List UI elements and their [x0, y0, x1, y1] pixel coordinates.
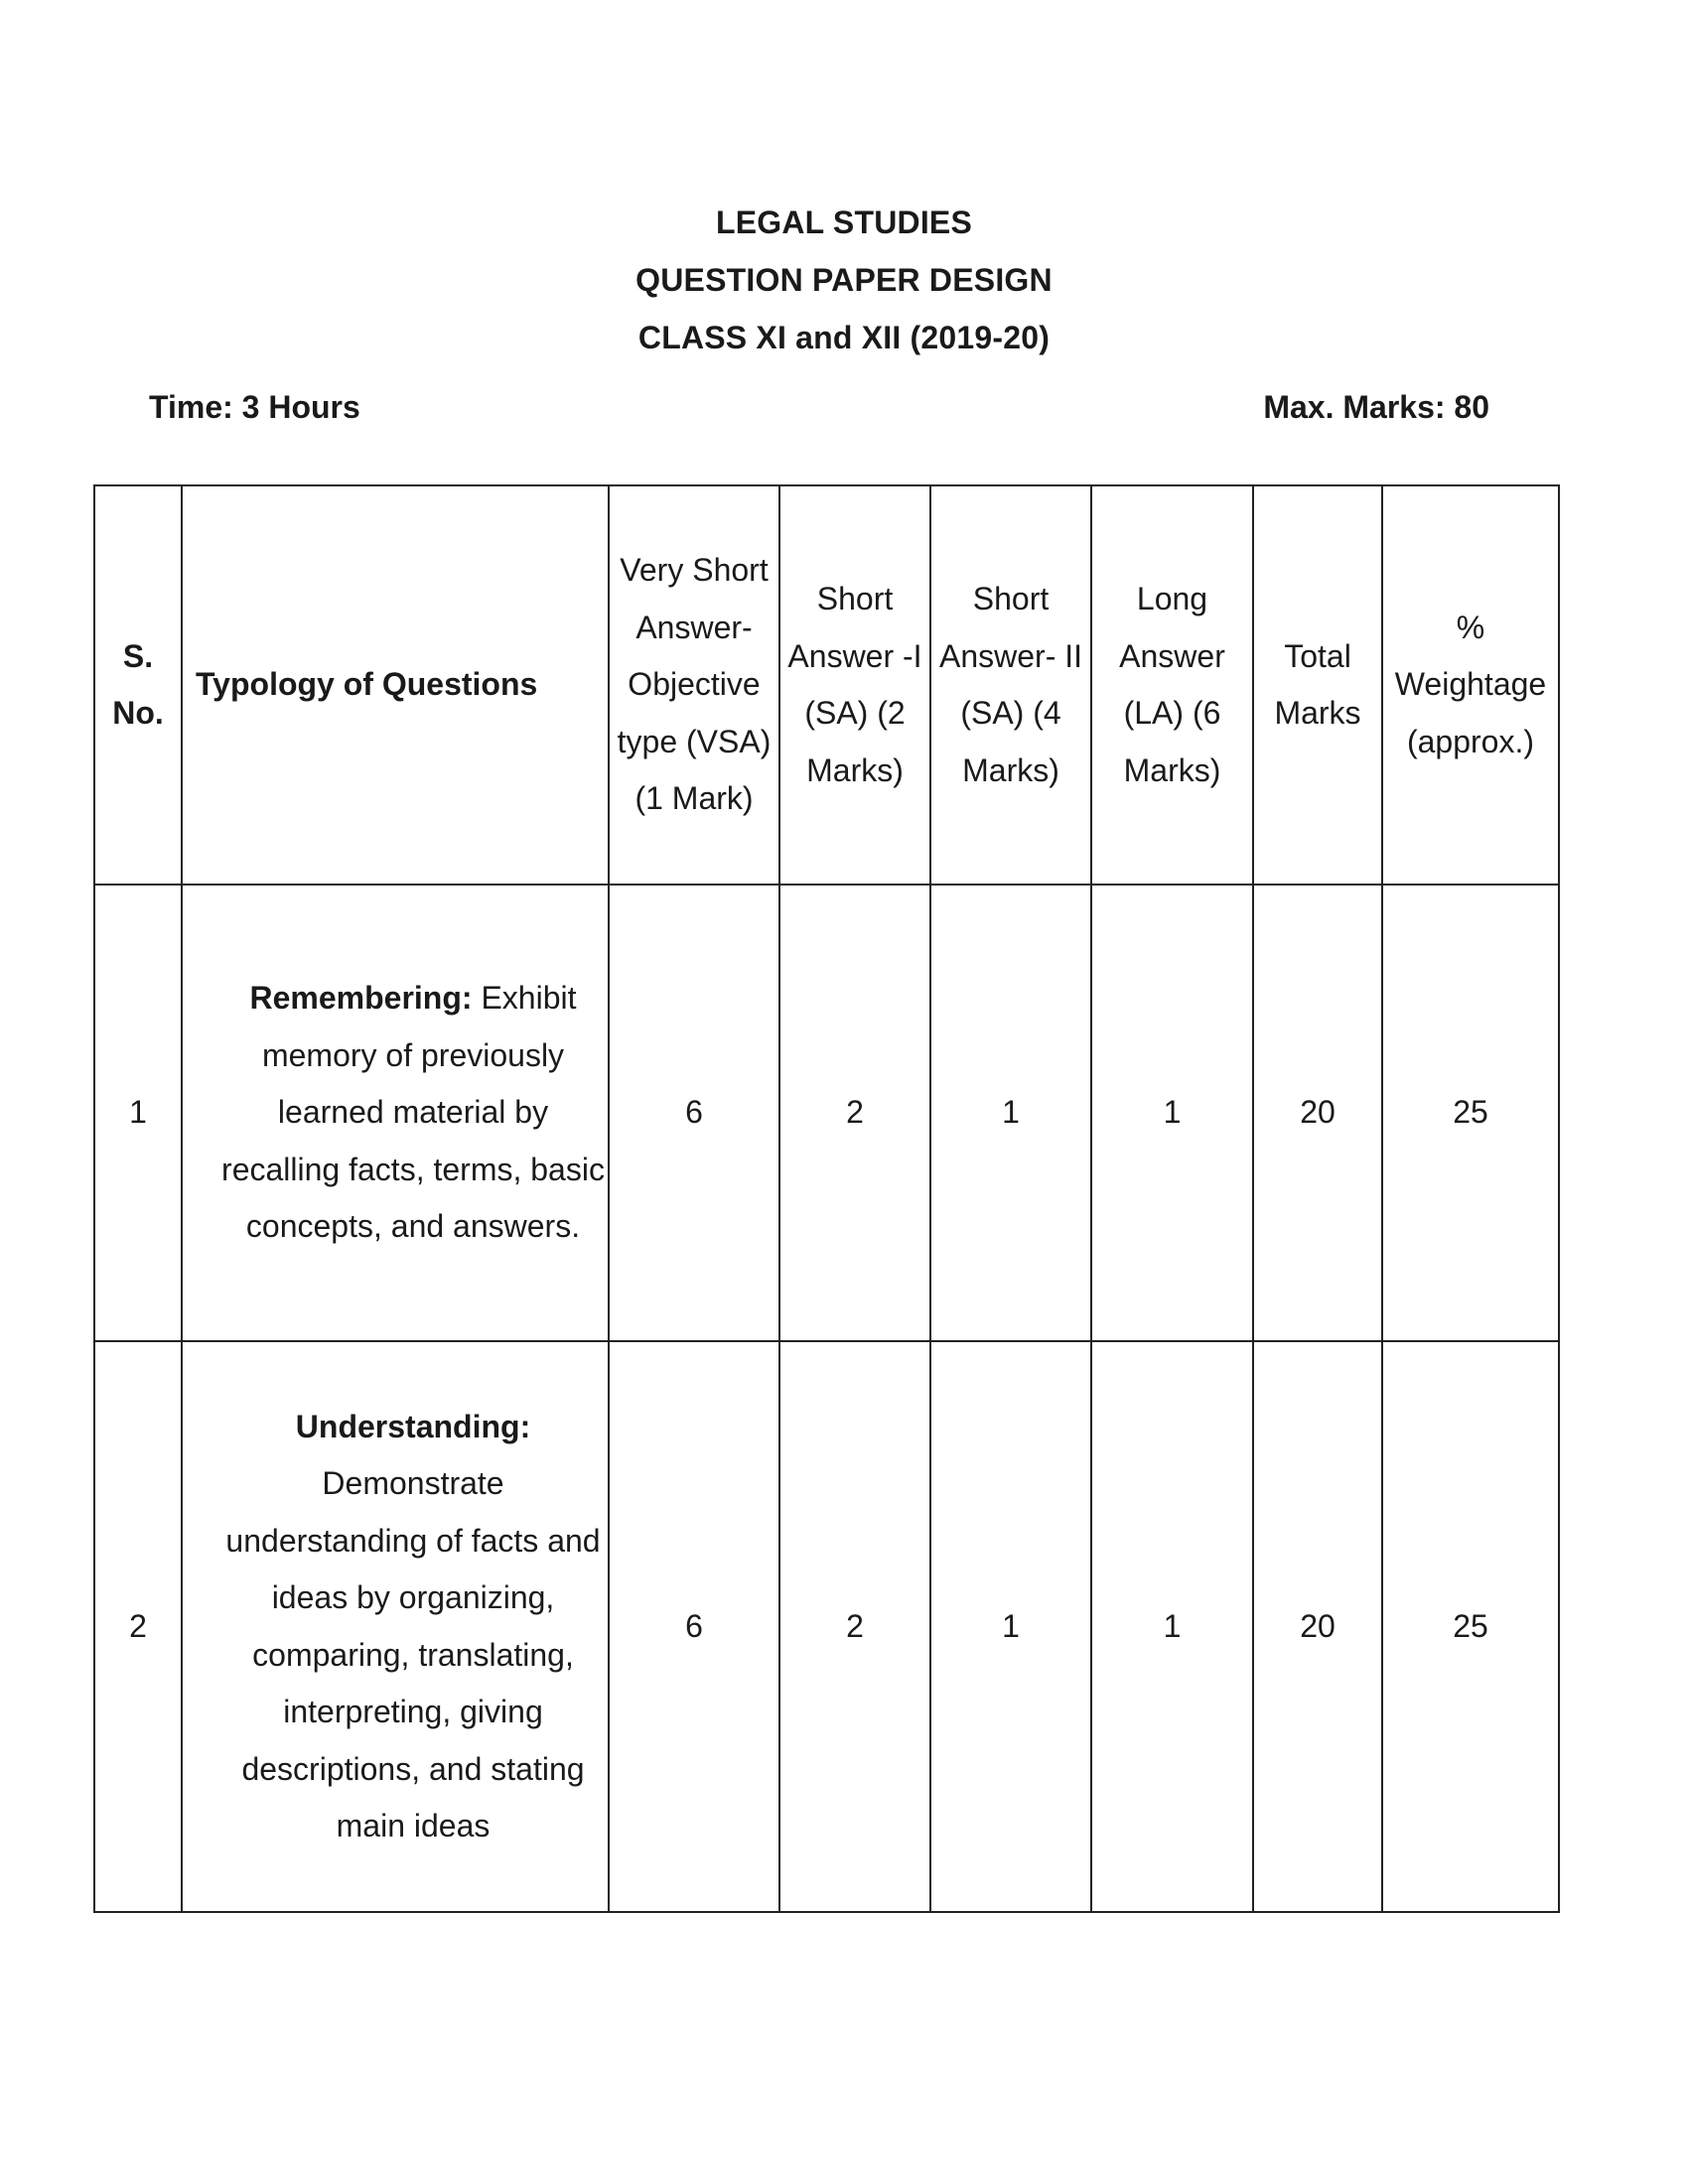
table-row	[94, 1341, 1559, 1912]
cell-total: 20	[1253, 1341, 1382, 1912]
cell-la: 1	[1091, 885, 1253, 1341]
typology-title: Understanding:	[295, 1408, 531, 1444]
col-header-vsa: Very Short Answer- Objective type (VSA) (1 Mark)	[609, 485, 779, 885]
typology-title: Remembering:	[249, 980, 473, 1017]
document-title: QUESTION PAPER DESIGN	[635, 262, 1053, 298]
typology-text: Demonstrate understanding of facts and ideas by organizing, comparing, translating, interpreting, giving descriptions, and stating main ideas	[225, 1465, 601, 1843]
cell-vsa: 6	[609, 1341, 779, 1912]
cell-typology	[182, 885, 609, 1341]
col-header-sa1: Short Answer -I (SA) (2 Marks)	[779, 485, 930, 885]
time-label: Time: 3 Hours	[149, 389, 360, 425]
max-marks-label: Max. Marks: 80	[1263, 389, 1489, 425]
cell-sa1: 2	[779, 1341, 930, 1912]
col-header-total: Total Marks	[1253, 485, 1382, 885]
cell-typology	[182, 1341, 609, 1912]
table-row	[94, 885, 1559, 1341]
cell-sa2: 1	[930, 885, 1091, 1341]
col-header-weightage: % Weightage (approx.)	[1382, 485, 1559, 885]
cell-sa1: 2	[779, 885, 930, 1341]
cell-sno: 2	[94, 1341, 182, 1912]
page-header	[0, 194, 1688, 366]
cell-sno: 1	[94, 885, 182, 1341]
cell-total: 20	[1253, 885, 1382, 1341]
cell-sa2: 1	[930, 1341, 1091, 1912]
col-header-la: Long Answer (LA) (6 Marks)	[1091, 485, 1253, 885]
class-line: CLASS XI and XII (2019-20)	[637, 320, 1051, 355]
col-header-sno: S. No.	[94, 485, 182, 885]
typology-text: Exhibit memory of previously learned material by recalling facts, terms, basic concepts, and answers.	[221, 980, 605, 1245]
question-design-table	[93, 484, 1560, 1913]
cell-vsa: 6	[609, 885, 779, 1341]
subject-title: LEGAL STUDIES	[715, 205, 973, 240]
cell-weightage: 25	[1382, 1341, 1559, 1912]
header-row	[94, 485, 1559, 885]
col-header-sa2: Short Answer- II (SA) (4 Marks)	[930, 485, 1091, 885]
cell-weightage: 25	[1382, 885, 1559, 1341]
cell-la: 1	[1091, 1341, 1253, 1912]
col-header-typology: Typology of Questions	[182, 485, 609, 885]
